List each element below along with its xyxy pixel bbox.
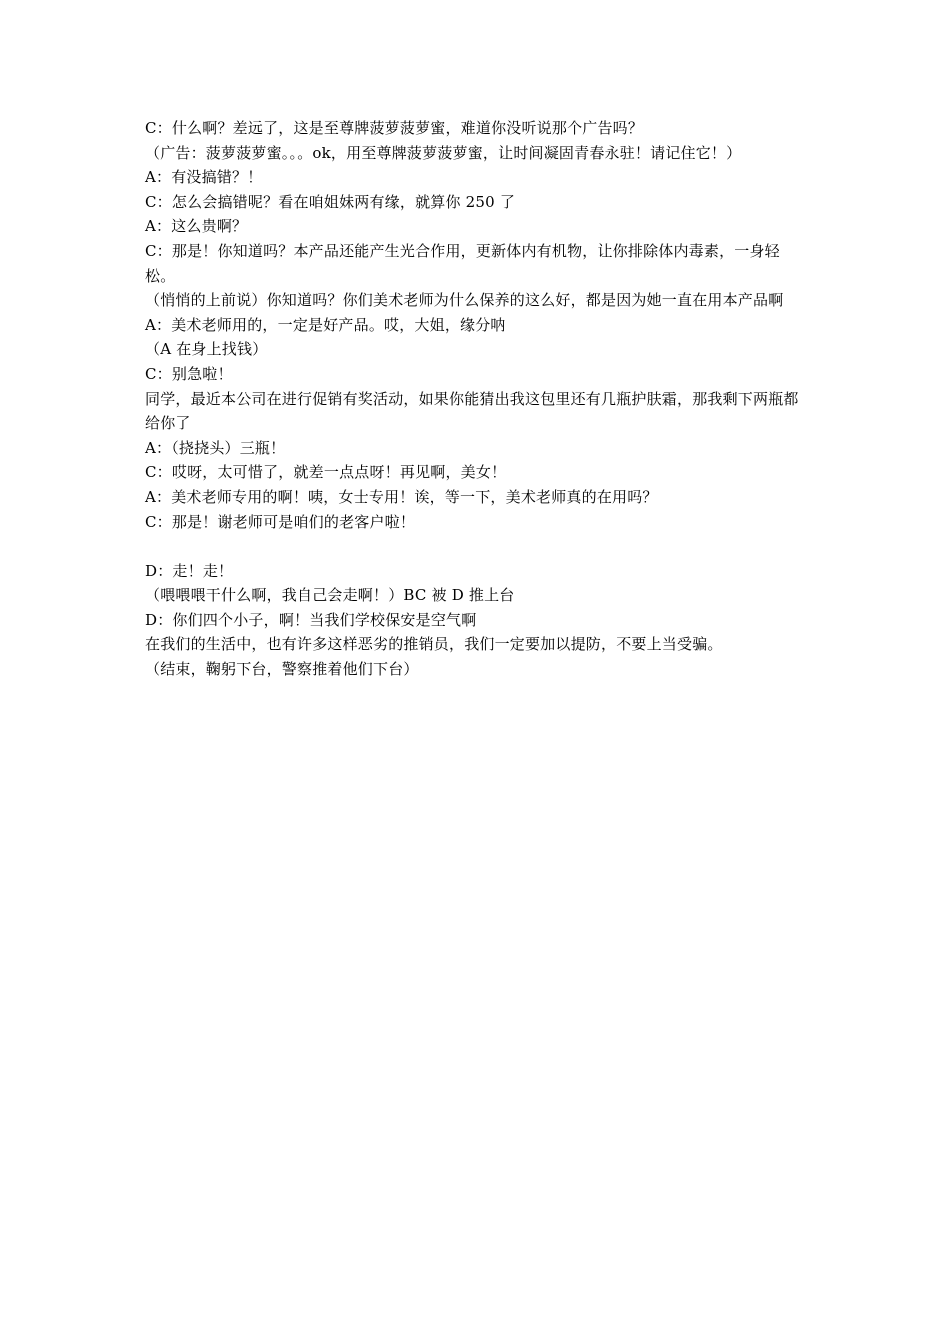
- dialogue-line: C：什么啊？差远了，这是至尊牌菠萝菠萝蜜，难道你没听说那个广告吗？: [145, 119, 644, 137]
- script-text-body: [145, 116, 810, 682]
- blank-line: [145, 534, 810, 559]
- stage-direction-line: （喂喂喂干什么啊，我自己会走啊！）BC 被 D 推上台: [145, 586, 515, 605]
- stage-direction-line: （结束，鞠躬下台，警察推着他们下台）: [145, 660, 419, 679]
- dialogue-line: D：走！走！: [145, 561, 234, 580]
- dialogue-line: C：哎呀，太可惜了，就差一点点呀！再见啊，美女！: [145, 463, 507, 482]
- dialogue-line: C：那是！谢老师可是咱们的老客户啦！: [145, 512, 416, 531]
- dialogue-line: A：美术老师用的，一定是好产品。哎，大姐，缘分呐: [145, 315, 506, 334]
- narration-line: 在我们的生活中，也有许多这样恶劣的推销员，我们一定要加以提防，不要上当受骗。: [145, 635, 723, 654]
- dialogue-line: C：那是！你知道吗？本产品还能产生光合作用，更新体内有机物，让你排除体内毒素，一身轻松。: [145, 241, 780, 285]
- dialogue-line: （悄悄的上前说）你知道吗？你们美术老师为什么保养的这么好，都是因为她一直在用本产品啊: [145, 291, 784, 310]
- dialogue-line: A：美术老师专用的啊！咦，女士专用！诶，等一下，美术老师真的在用吗？: [145, 487, 658, 506]
- stage-direction-line: （A 在身上找钱）: [145, 340, 268, 359]
- dialogue-line: A：这么贵啊？: [145, 217, 248, 236]
- dialogue-line: 同学，最近本公司在进行促销有奖活动，如果你能猜出我这包里还有几瓶护肤霜，那我剩下两瓶都给你了: [145, 389, 799, 433]
- dialogue-line: C：怎么会搞错呢？看在咱姐妹两有缘，就算你 250 了: [145, 192, 516, 211]
- dialogue-line: D：你们四个小子，啊！当我们学校保安是空气啊: [145, 610, 477, 629]
- stage-direction-line: （广告：菠萝菠萝蜜。。。ok，用至尊牌菠萝菠萝蜜，让时间凝固青春永驻！请记住它！）: [145, 143, 742, 162]
- dialogue-line: C：别急啦！: [145, 364, 233, 383]
- dialogue-line: A：（挠挠头）三瓶！: [145, 438, 286, 457]
- dialogue-line: A：有没搞错？！: [145, 168, 263, 187]
